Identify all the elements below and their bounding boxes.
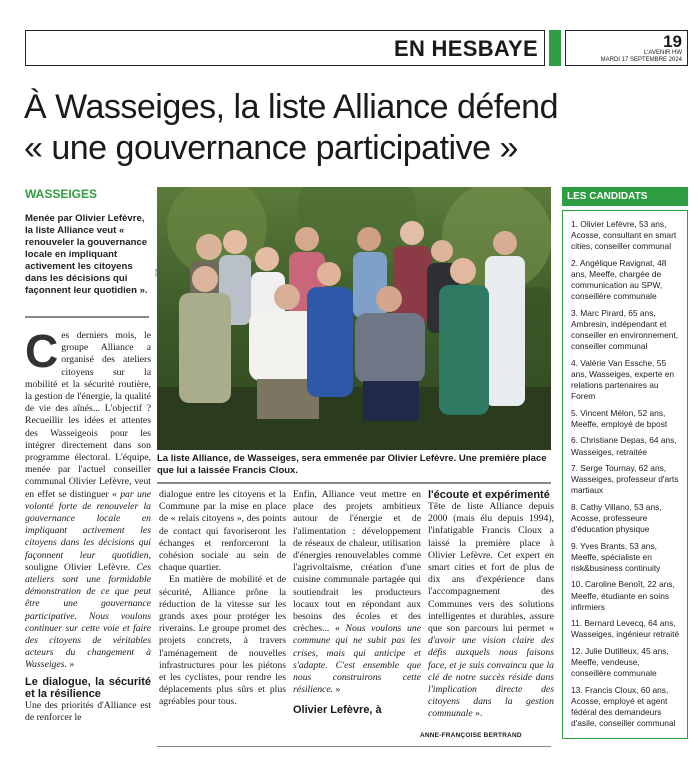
list-item: 3. Marc Pirard, 65 ans, Ambresin, indépendant et conseiller en environnement, conseiller communal — [571, 307, 679, 352]
headline-line-1: À Wasseiges, la liste Alliance défend — [24, 88, 558, 126]
list-item: 6. Christiane Depas, 64 ans, Wasseiges, retraitée — [571, 435, 677, 457]
subheading: Le dialogue, la sécurité et la résilience — [25, 675, 151, 700]
publication-date: MARDI 17 SEPTEMBRE 2024 — [600, 57, 682, 63]
list-item: 1. Olivier Lefèvre, 53 ans, Acosse, consultant en smart cities, conseiller communal — [571, 219, 677, 252]
list-item: 11. Bernard Levecq, 64 ans, Wasseiges, ingénieur retraité — [571, 618, 680, 640]
author-byline: ANNE-FRANÇOISE BERTRAND — [420, 732, 522, 739]
paragraph-4: Enfin, Alliance veut mettre en place des projets ambitieux autour de l'énergie et de l'alimentation : développement de réseaux de chaleur, utilisation d'énergies renouvelables comme l'agrivoltaïsme, création d'une cuisine communale partagée qui soutiendrait les producteurs locaux tout en répondant aux besoins des écoles et des crèches... « — [293, 489, 421, 635]
list-item: 4. Valérie Van Essche, 55 ans, Wasseiges, experte en relations partenaires au Forem — [571, 357, 675, 402]
list-item: 8. Cathy Villano, 53 ans, Acosse, professeure d'éducation physique — [571, 501, 662, 535]
group-photo-illustration — [157, 187, 551, 450]
drop-cap: C — [25, 325, 59, 377]
section-title: EN HESBAYE — [393, 36, 538, 61]
accent-block — [549, 30, 561, 66]
quote: d'avoir une vision claire des défis auxquels nous faisons face, et je suis convaincu que la clé de notre succès réside dans l'implication directe des citoyens dans la gestion communale — [428, 635, 554, 720]
list-item: 13. Francis Cloux, 60 ans, Acosse, employé et agent fédéral des demandeurs d'asile, conseiller communal — [571, 684, 676, 729]
group-photo — [157, 187, 551, 450]
quote: par une volonté forte de renouveler la gouvernance locale en impliquant activement les citoyens dans les décisions qui façonnent leur quotidien — [25, 488, 151, 561]
sidebar-title: LES CANDIDATS — [562, 187, 688, 206]
section-header — [25, 30, 545, 66]
list-item: 2. Angélique Ravignat, 48 ans, Meeffe, chargée de communication au SPW, conseillère communale — [571, 257, 667, 302]
lede: Menée par Olivier Lefèvre, la liste Alliance veut « renouveler la gouvernance locale en impliquant activement les citoyens dans les décisions qui façonnent leur quotidien ». — [25, 213, 148, 296]
headline-line-2: « une gouvernance participative » — [24, 129, 518, 167]
subheading: l'écoute et expérimenté — [428, 489, 550, 501]
photo-caption: La liste Alliance, de Wasseiges, sera emmenée par Olivier Lefèvre. Une première place que lui a laissée Francis Cloux. — [157, 453, 547, 476]
list-item: 5. Vincent Mélon, 52 ans, Meeffe, employé de bpost — [571, 407, 668, 429]
quote-close: » — [66, 659, 75, 671]
paragraph-2: Une des priorités d'Alliance est de renforcer le — [25, 699, 151, 723]
article-column-3 — [293, 489, 421, 716]
quote: Nous voulons une commune qui ne subit pas les crises, mais qui anticipe et s'adapte. C'est ensemble que nous construirons cette résilience. — [293, 623, 421, 696]
divider — [157, 746, 551, 747]
candidates-list — [562, 210, 688, 739]
quote: Ces ateliers sont une formidable démonstration de ce que peut être une gouvernance participative. Nous voulons continuer sur cette voie et faire des citoyens de véritables acteurs du changement à Wasseiges. — [25, 561, 151, 671]
paragraph-1-cont: , souligne Olivier Lefèvre. — [25, 549, 151, 573]
article-column-2 — [159, 489, 286, 709]
subheading: Olivier Lefèvre, à — [293, 704, 382, 717]
divider — [25, 316, 149, 318]
location-label: WASSEIGES — [25, 187, 98, 201]
photo-credit: EDA — [153, 268, 159, 277]
page-number: 19 — [663, 32, 682, 51]
paragraph-1: es derniers mois, le groupe Alliance a organisé des ateliers citoyens sur la mobilité et la sécurité routière, la gestion de l'énergie, la qualité de vie des aînés... L'objectif ? Recueillir les idées et attentes des Wasseigeois pour les intégrer directement dans son programme électoral. L'équipe, menée par l'actuel conseiller communal Olivier Lefèvre, veut en effet se distinguer « — [25, 330, 151, 500]
paragraph-2-cont: dialogue entre les citoyens et la Commune par la mise en place de « relais citoyens », des points de contact qui favoriseront les échanges et renforceront la cohésion sociale au sein de chaque quartier. — [159, 489, 286, 574]
divider — [157, 482, 551, 484]
article-column-4 — [428, 489, 554, 721]
paragraph-5: Tête de liste Alliance depuis 2000 (mais élu depuis 1994), l'infatigable Francis Cloux a laissé la première place à Olivier Lefèvre. Cet expert en smart cities et fort de plus de dix ans d'expérience dans l'accompagnement des Communes vers des solutions intelligentes et durables, assure que son parcours lui permet « — [428, 501, 554, 635]
quote-close: ». — [472, 708, 483, 720]
publication-name: L'AVENIR HW — [643, 50, 682, 56]
quote-close: » — [333, 684, 341, 696]
list-item: 7. Serge Tournay, 62 ans, Wasseiges, professeur d'arts martiaux — [571, 462, 679, 496]
list-item: 9. Yves Brants, 53 ans, Meeffe, spécialiste en risk&business continuity — [571, 540, 661, 573]
page-info — [565, 30, 688, 66]
article-column-1 — [25, 325, 151, 724]
list-item: 10. Caroline Benoît, 22 ans, Meeffe, étudiante en soins infirmiers — [571, 579, 675, 612]
list-item: 12. Julie Dutilleux, 45 ans, Meeffe, vendeuse, conseillère communale — [571, 645, 669, 679]
paragraph-3: En matière de mobilité et de sécurité, Alliance prône la réduction de la vitesse sur les grands axes pour protéger les riverains. Le groupe promet des projets concrets, à travers l'aménagement de nouvelles infrastructures pour les piétons et les cyclistes, pour rendre les déplacements plus sûrs et plus agréables pour tous. — [159, 574, 286, 708]
